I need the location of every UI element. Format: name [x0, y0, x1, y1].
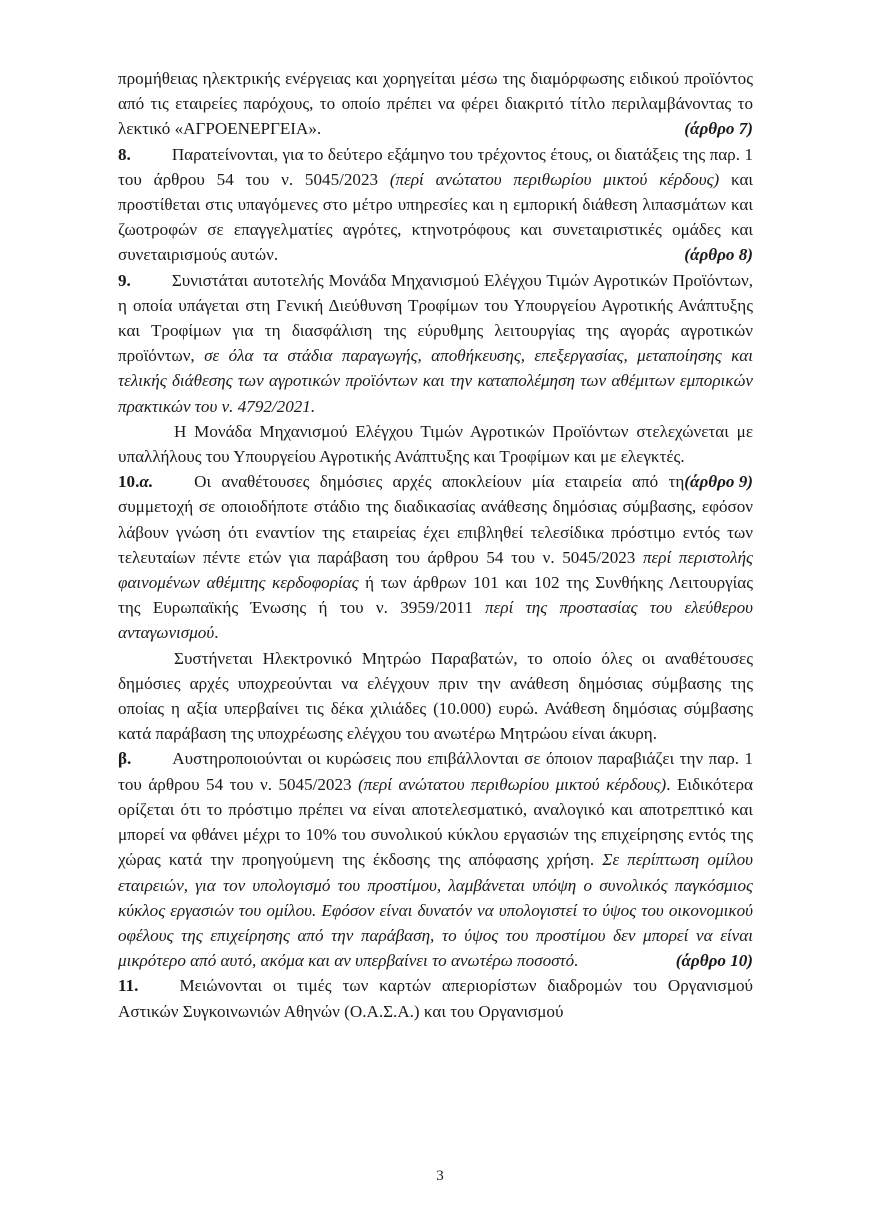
- paragraph-indent: [118, 419, 174, 444]
- paragraph-indent: [138, 973, 179, 998]
- para-10a-2: [118, 646, 753, 747]
- text-run: και προστίθεται στις υπαγόμενες στο μέτρο υπηρεσίες και η εμπορική διάθεση λιπασμάτων και ζωοτροφών σε επαγγελματίες αγρότες, κτηνοτρόφους και συνεταιριστικές ομάδες και συνεταιρισμούς αυτών.: [118, 169, 753, 265]
- article-reference: (άρθρο 9): [684, 472, 753, 492]
- article-reference: (άρθρο 8): [684, 245, 753, 265]
- para-10a: [118, 469, 753, 645]
- text-run: ή των άρθρων 101 και 102 της Συνθήκης Λειτουργίας της Ευρωπαϊκής Ένωσης ή του ν. 3959/2011: [118, 573, 753, 618]
- paragraph-indent: [131, 268, 172, 293]
- para-8: [118, 142, 753, 268]
- paragraph-indent: [131, 142, 172, 167]
- paragraph-number: 11.: [118, 976, 139, 996]
- paragraph-number: 9.: [118, 270, 131, 290]
- para-9: [118, 268, 753, 419]
- paragraph-indent: [153, 469, 194, 494]
- text-run: Αυστηροποιούνται οι κυρώσεις που επιβάλλονται σε όποιον παραβιάζει την παρ. 1 του άρθρου 54 του ν. 5045/2023: [118, 749, 753, 794]
- paragraph-indent: [118, 646, 174, 671]
- para-10b: [118, 746, 753, 973]
- text-run: (περί ανώτατου περιθωρίου μικτού κέρδους): [358, 774, 667, 794]
- paragraph-indent: [131, 746, 172, 771]
- text-run: Οι αναθέτουσες δημόσιες αρχές αποκλείουν μία εταιρεία από τη συμμετοχή σε οποιοδήποτε στάδιο της διαδικασίας ανάθεσης δημόσιας σύμβασης, εφόσον λάβουν γνώση ότι εναντίον της εταιρείας έχει επιβληθεί τελεσίδικα πρόστιμο εντός των τελευταίων πέντε ετών για παράβαση του άρθρου 54 του ν. 5045/2023: [118, 472, 753, 567]
- page-number: 3: [436, 1168, 444, 1184]
- text-run: .: [214, 623, 219, 643]
- text-run: Η Μονάδα Μηχανισμού Ελέγχου Τιμών Αγροτικών Προϊόντων στελεχώνεται με υπαλλήλους του Υπουργείου Αγροτικής Ανάπτυξης και Τροφίμων και με ελεγκτές.: [118, 421, 753, 467]
- paragraph-number: 10.α.: [118, 472, 154, 492]
- para-continuation-7: [118, 66, 753, 142]
- text-run: (περί ανώτατου περιθωρίου μικτού κέρδους): [389, 169, 720, 189]
- text-run: Συνιστάται αυτοτελής Μονάδα Μηχανισμού Ελέγχου Τιμών Αγροτικών Προϊόντων, η οποία υπάγεται στη Γενική Διεύθυνση Τροφίμων του Υπουργείου Αγροτικής Ανάπτυξης και Τροφίμων για τη διασφάλιση της εύρυθμης λειτουργίας της αγοράς αγροτικών προϊόντων,: [118, 270, 753, 366]
- document-body: [118, 66, 753, 1024]
- para-11: [118, 973, 753, 1023]
- article-reference: (άρθρο 10): [675, 951, 753, 971]
- text-run: . Ειδικότερα ορίζεται ότι το πρόστιμο πρέπει να είναι αποτελεσματικό, αναλογικό και αποτρεπτικό και μπορεί να φθάνει μέχρι το 10% του συνολικού κύκλου εργασιών της επιχείρησης εντός της χώρας κατά την προηγούμενη της έκδοσης της απόφασης χρήση.: [118, 774, 753, 870]
- text-run: σε όλα τα στάδια παραγωγής, αποθήκευσης, επεξεργασίας, μεταποίησης και τελικής διάθεσης των αγροτικών προϊόντων και την καταπολέμηση των αθέμιτων εμπορικών πρακτικών του ν. 4792/2021.: [118, 346, 754, 416]
- text-run: Παρατείνονται, για το δεύτερο εξάμηνο του τρέχοντος έτους, οι διατάξεις της παρ. 1 του άρθρου 54 του ν. 5045/2023: [118, 144, 753, 189]
- text-run: Συστήνεται Ηλεκτρονικό Μητρώο Παραβατών, το οποίο όλες οι αναθέτουσες δημόσιες αρχές υποχρεούνται να ελέγχουν πριν την ανάθεση δημόσιας σύμβασης της οποίας η αξία υπερβαίνει τις δέκα χιλιάδες (10.000) ευρώ. Ανάθεση δημόσιας σύμβασης κατά παράβαση της υποχρέωσης ελέγχου του ανωτέρω Μητρώου είναι άκυρη.: [118, 648, 753, 744]
- text-run: Σε περίπτωση ομίλου εταιρειών, για τον υπολογισμό του προστίμου, λαμβάνεται υπόψη ο συνολικός παγκόσμιος κύκλος εργασιών του ομίλου. Εφόσον είναι δυνατόν να υπολογιστεί το ύψος του οικονομικού οφέλους της επιχείρησης από την παράβαση, το ύψος του προστίμου δεν μπορεί να είναι μικρότερο από αυτό, ακόμα και αν υπερβαίνει το ανωτέρω ποσοστό.: [118, 850, 754, 971]
- text-run: περί της προστασίας του ελεύθερου ανταγωνισμού: [118, 598, 753, 643]
- paragraph-number: 8.: [118, 144, 131, 164]
- text-run: περί περιστολής φαινομένων αθέμιτης κερδοφορίας: [118, 547, 753, 593]
- text-run: προμήθειας ηλεκτρικής ενέργειας και χορηγείται μέσω της διαμόρφωσης ειδικού προϊόντος από τις εταιρείες παρόχους, το οποίο πρέπει να φέρει διακριτό τίτλο περιλαμβάνοντας το λεκτικό «ΑΓΡΟΕΝΕΡΓΕΙΑ».: [118, 69, 753, 139]
- text-run: Μειώνονται οι τιμές των καρτών απεριορίστων διαδρομών του Οργανισμού Αστικών Συγκοινωνιών Αθηνών (Ο.Α.Σ.Α.) και του Οργανισμού: [118, 976, 753, 1021]
- article-reference: (άρθρο 7): [684, 119, 753, 139]
- paragraph-number: β.: [118, 749, 132, 769]
